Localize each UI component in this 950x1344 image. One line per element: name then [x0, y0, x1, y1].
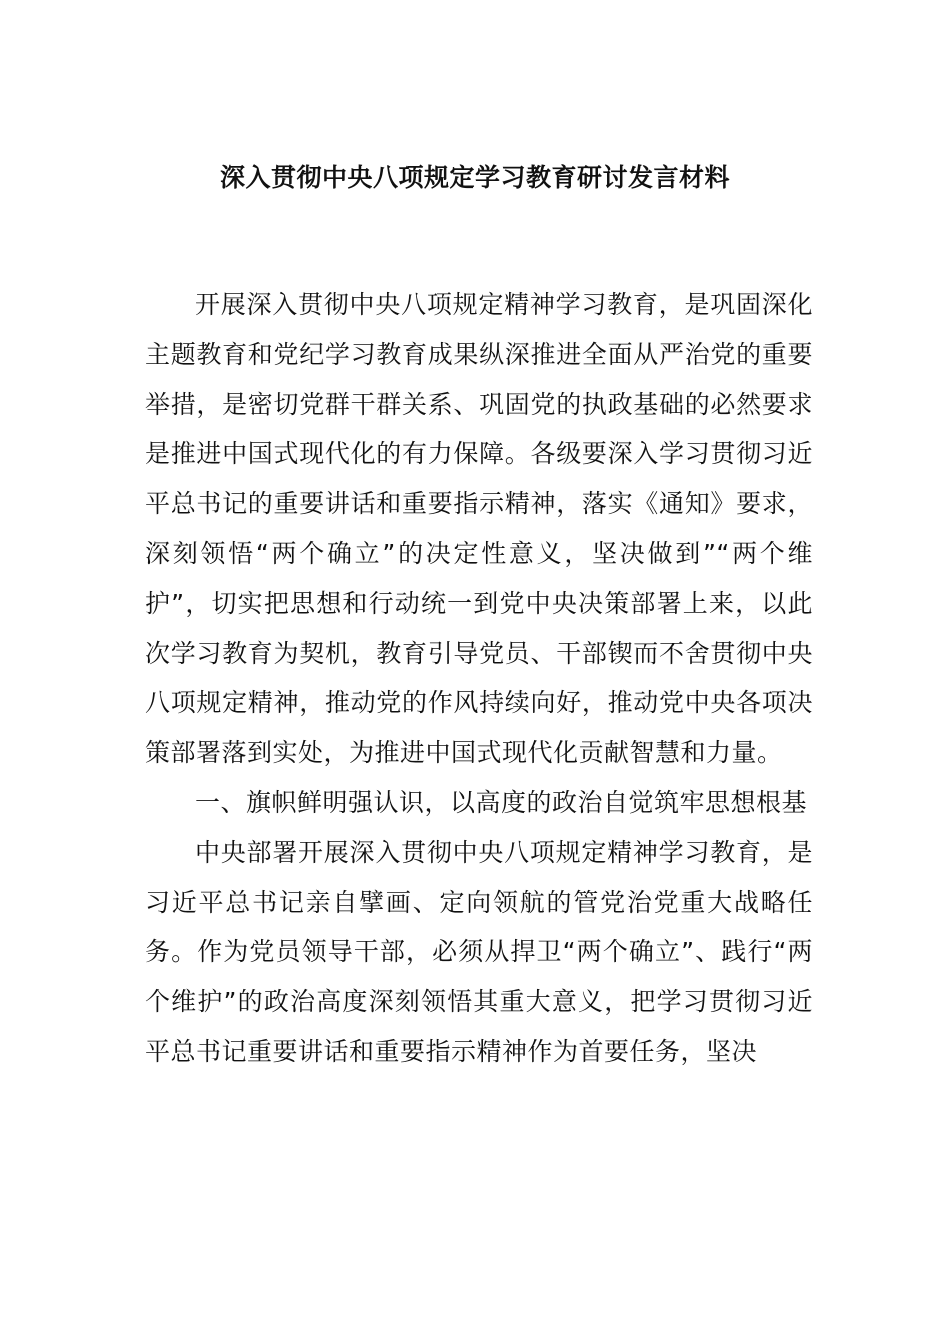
document-title: 深入贯彻中央八项规定学习教育研讨发言材料	[219, 163, 730, 192]
paragraph-intro: 开展深入贯彻中央八项规定精神学习教育，是巩固深化主题教育和党纪学习教育成果纵深推进全面从严治党的重要举措，是密切党群干群关系、巩固党的执政基础的必然要求是推进中国式现代化的有力保障。各级要深入学习贯彻习近平总书记的重要讲话和重要指示精神，落实《通知》要求，深刻领悟“两个确立”的决定性意义，坚决做到”“两个维护”，切实把思想和行动统一到党中央决策部署上来，以此次学习教育为契机，教育引导党员、干部锲而不舍贯彻中央八项规定精神，推动党的作风持续向好，推动党中央各项决策部署落到实处，为推进中国式现代化贡献智慧和力量。	[145, 290, 813, 768]
section-heading-1: 一、旗帜鲜明强认识，以高度的政治自觉筑牢思想根基	[195, 787, 808, 817]
paragraph-section-1: 中央部署开展深入贯彻中央八项规定精神学习教育，是习近平总书记亲自擘画、定向领航的管党治党重大战略任务。作为党员领导干部，必须从捍卫“两个确立”、践行“两个维护”的政治高度深刻领悟其重大意义，把学习贯彻习近平总书记重要讲话和重要指示精神作为首要任务，坚决	[145, 837, 813, 1066]
document-body	[145, 280, 813, 1077]
